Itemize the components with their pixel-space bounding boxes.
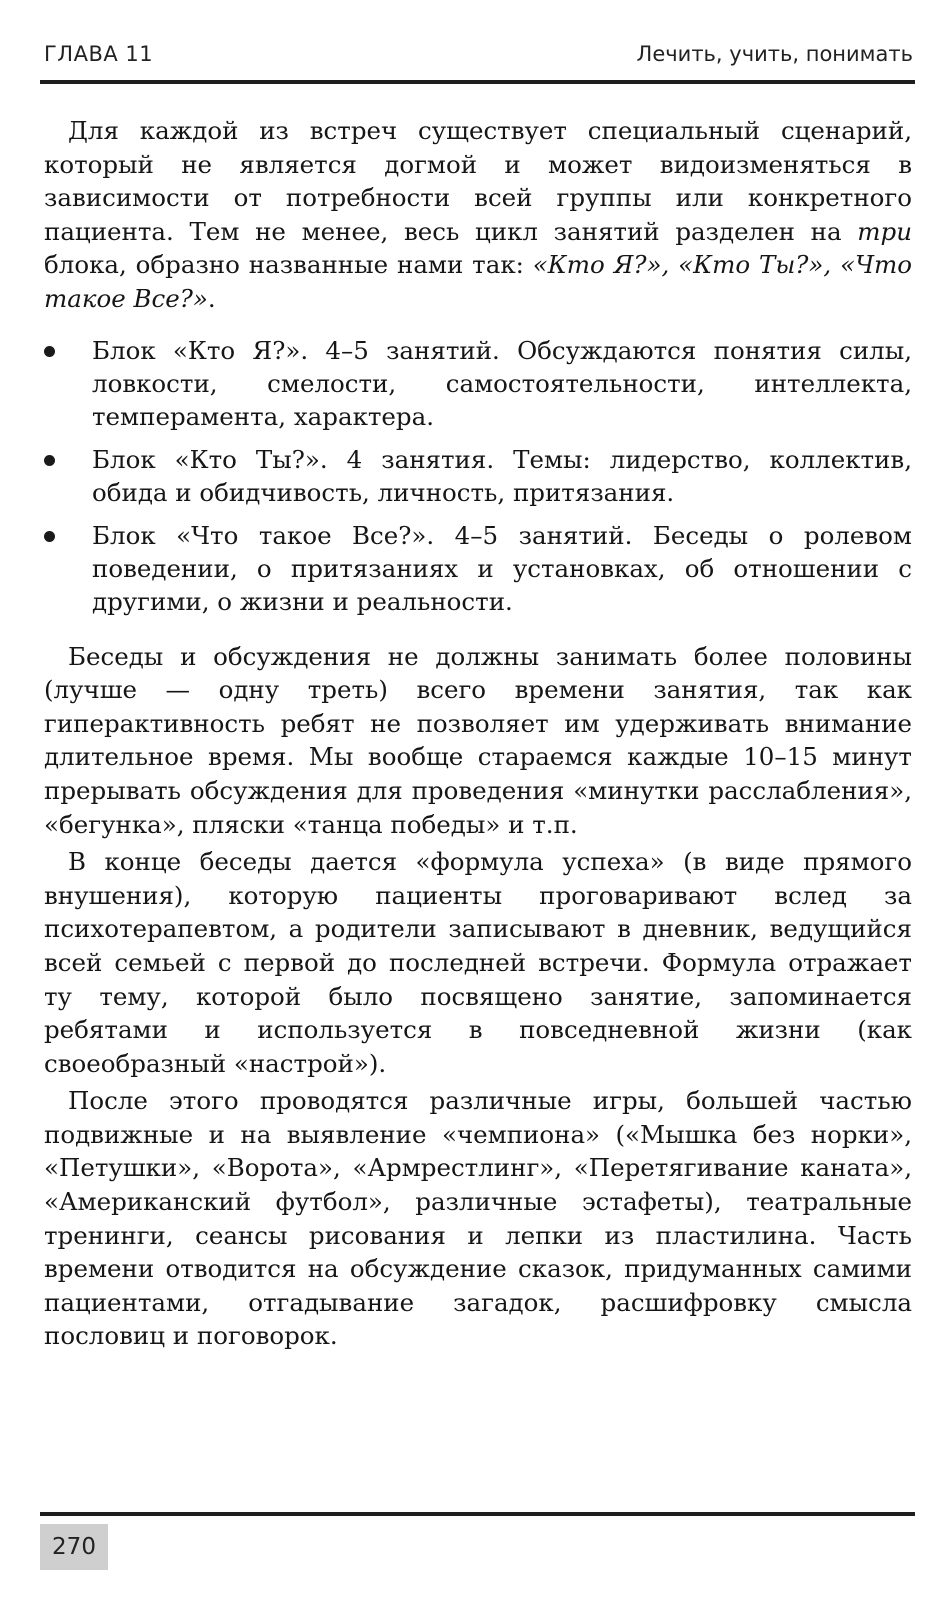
list-item bbox=[44, 443, 912, 509]
bullet-icon bbox=[44, 455, 55, 466]
intro-paragraph bbox=[44, 114, 912, 316]
intro-emphasis-1: три bbox=[857, 216, 912, 246]
body-paragraph: После этого проводятся различные игры, большей частью подвижные и на выявление «чемпиона» («Мышка без норки», «Петушки», «Ворота», «Армрестлинг», «Перетягивание каната», «Американский футбол», различные эстафеты), театральные тренинги, сеансы рисования и лепки из пластилина. Часть времени отводится на обсуждение сказок, придуманных самими пациентами, отгадывание загадок, расшифровку смысла пословиц и поговорок. bbox=[44, 1086, 912, 1351]
footer-rule bbox=[40, 1512, 915, 1516]
intro-text-2: блока, образно названные нами так: bbox=[44, 250, 533, 280]
block-list bbox=[44, 334, 912, 618]
bullet-icon bbox=[44, 531, 55, 542]
header-rule bbox=[40, 80, 915, 84]
page-body bbox=[44, 114, 912, 1353]
list-item-text: Блок «Что такое Все?». 4–5 занятий. Беседы о ролевом поведении, о притязаниях и установках, об отношении с другими, о жизни и реальности. bbox=[92, 520, 912, 616]
bullet-icon bbox=[44, 346, 55, 357]
page-number: 270 bbox=[40, 1524, 108, 1570]
body-paragraph: В конце беседы дается «формула успеха» (в виде прямого внушения), которую пациенты проговаривают вслед за психотерапевтом, а родители записывают в дневник, ведущийся всей семьей с первой до последней встречи. Формула отражает ту тему, которой было посвящено занятие, запоминается ребятами и используется в повседневной жизни (как своеобразный «настрой»). bbox=[44, 847, 912, 1078]
list-item bbox=[44, 519, 912, 618]
running-header bbox=[44, 42, 913, 82]
running-title: Лечить, учить, понимать bbox=[636, 42, 913, 66]
intro-text-3: . bbox=[207, 283, 216, 313]
intro-text-1: Для каждой из встреч существует специальный сценарий, который не является догмой и может видоизменяться в зависимости от потребности всей группы или конкретного пациента. Тем не менее, весь цикл занятий разделен на bbox=[44, 116, 912, 246]
list-item bbox=[44, 334, 912, 433]
intro-emphasis-2: «Кто Я?», «Кто Ты?», «Что такое Все?» bbox=[44, 250, 912, 313]
body-paragraph: Беседы и обсуждения не должны занимать более половины (лучше — одну треть) всего времени занятия, так как гиперактивность ребят не позволяет им удерживать внимание длительное время. Мы вообще стараемся каждые 10–15 минут прерывать обсуждения для проведения «минутки расслабления», «бегунка», пляски «танца победы» и т.п. bbox=[44, 641, 912, 839]
list-item-text: Блок «Кто Я?». 4–5 занятий. Обсуждаются понятия силы, ловкости, смелости, самостоятельности, интеллекта, темперамента, характера. bbox=[92, 335, 912, 431]
chapter-label: ГЛАВА 11 bbox=[44, 42, 154, 66]
list-item-text: Блок «Кто Ты?». 4 занятия. Темы: лидерство, коллектив, обида и обидчивость, личность, притязания. bbox=[92, 444, 912, 507]
